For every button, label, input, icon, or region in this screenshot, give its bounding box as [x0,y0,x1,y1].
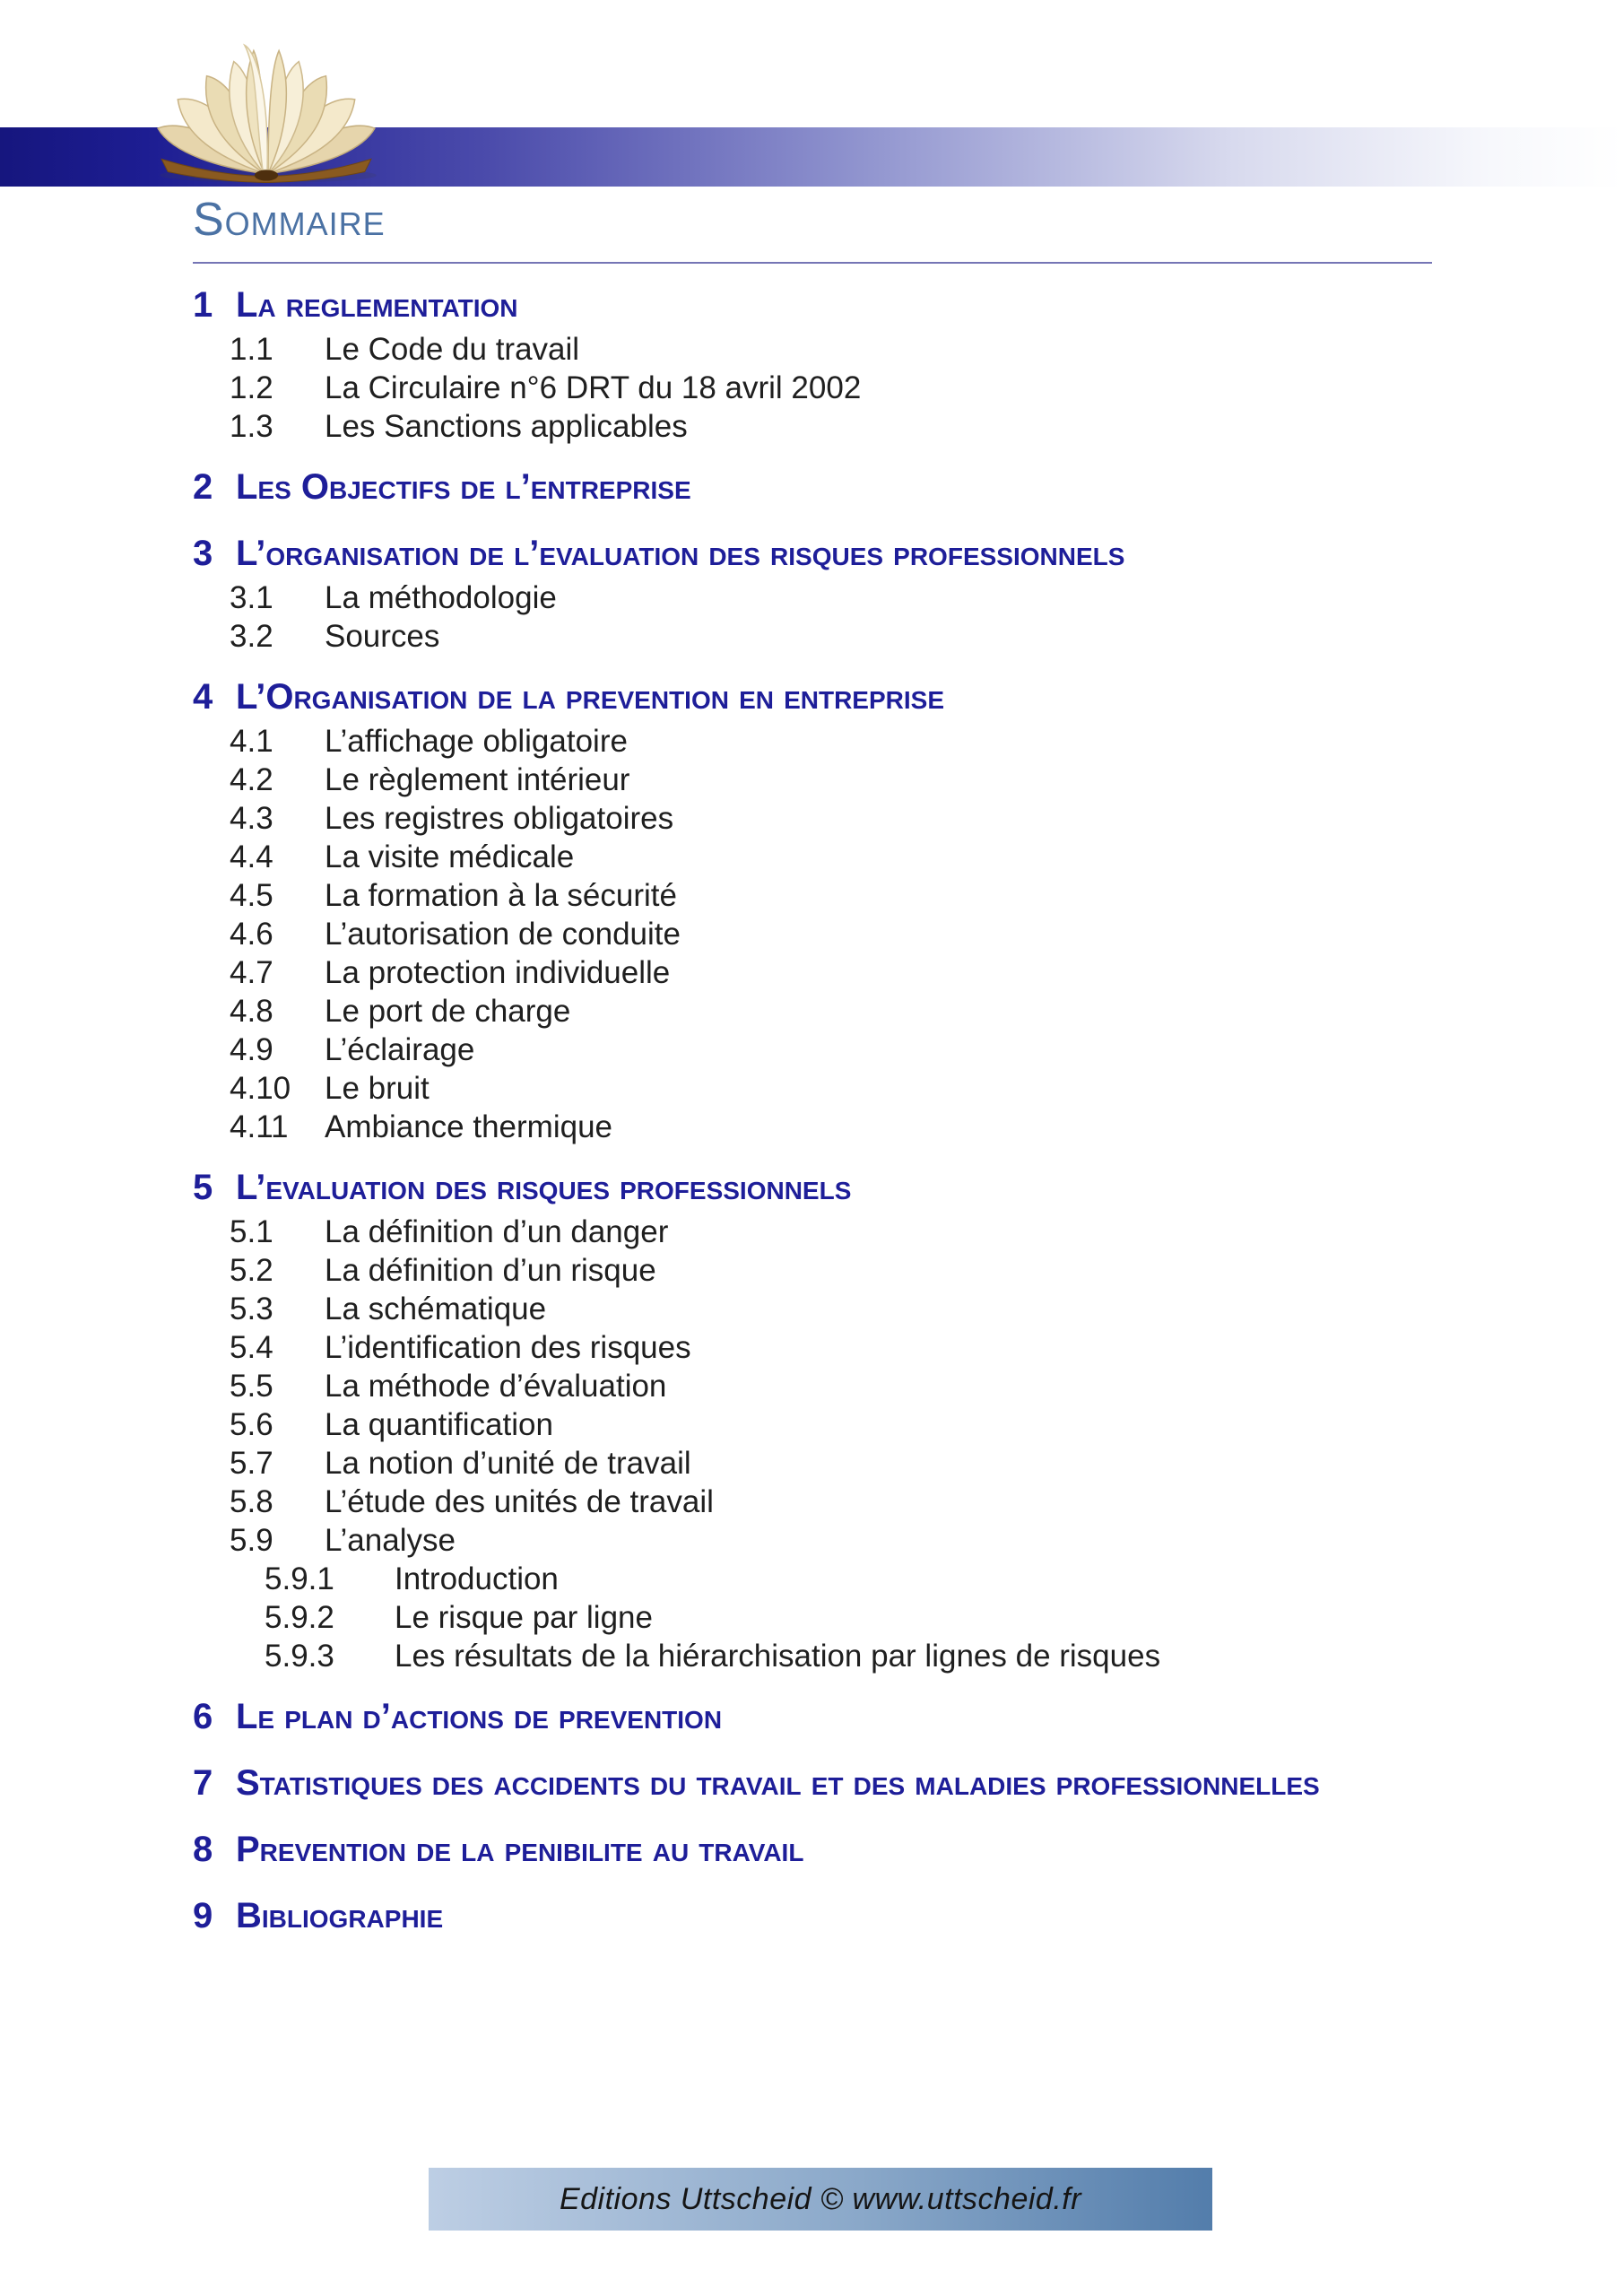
toc-item [193,1444,1432,1483]
toc-section-heading [193,1891,1432,1941]
section-title: L’organisation de l’evaluation des risques professionnels [236,533,1125,573]
toc-section-heading [193,280,1432,330]
item-number: 5.3 [230,1291,273,1326]
item-label: La schématique [325,1291,547,1326]
item-number: 4.2 [230,761,273,797]
item-label: Le port de charge [325,993,571,1029]
toc-item [193,953,1432,992]
item-label: Le risque par ligne [395,1599,653,1635]
section-number: 9 [193,1895,213,1935]
section-title: La reglementation [236,284,518,325]
item-number: 5.7 [230,1445,273,1481]
item-number: 5.8 [230,1483,273,1519]
item-number: 1.3 [230,408,273,444]
item-label: Les Sanctions applicables [325,408,688,444]
section-number: 1 [193,284,213,325]
item-label: Sources [325,618,440,654]
toc-item [193,1367,1432,1405]
toc-item [193,1031,1432,1069]
item-label: Ambiance thermique [325,1109,612,1144]
item-number: 4.7 [230,954,273,990]
toc-item [193,1251,1432,1290]
toc-item [193,578,1432,617]
item-label: La visite médicale [325,839,575,874]
item-label: La méthode d’évaluation [325,1368,667,1404]
section-number: 6 [193,1696,213,1736]
item-label: Les résultats de la hiérarchisation par lignes de risques [395,1638,1161,1674]
item-number: 5.9.2 [265,1599,334,1635]
section-title: Les Objectifs de l’entreprise [236,466,691,507]
item-number: 4.9 [230,1031,273,1067]
item-label: Le Code du travail [325,331,580,367]
toc-section-heading [193,672,1432,722]
item-label: La Circulaire n°6 DRT du 18 avril 2002 [325,370,862,405]
item-number: 4.11 [230,1109,289,1144]
item-number: 5.4 [230,1329,273,1365]
item-number: 4.5 [230,877,273,913]
toc-item [193,407,1432,446]
toc-item [193,1598,1432,1637]
item-label: L’éclairage [325,1031,475,1067]
toc-section-heading [193,462,1432,512]
toc-section-heading [193,1162,1432,1213]
toc-item [193,722,1432,761]
item-label: La quantification [325,1406,553,1442]
section-title: L’Organisation de la prevention en entreprise [236,676,945,717]
item-number: 4.1 [230,723,273,759]
toc-item [193,1108,1432,1146]
item-number: 4.8 [230,993,273,1029]
toc-item [193,1637,1432,1675]
item-label: La notion d’unité de travail [325,1445,691,1481]
toc-content [193,0,1432,1941]
item-number: 3.2 [230,618,273,654]
item-number: 5.9 [230,1522,273,1558]
toc-item [193,799,1432,838]
toc-item [193,1405,1432,1444]
item-label: L’étude des unités de travail [325,1483,714,1519]
item-label: L’autorisation de conduite [325,916,681,952]
item-label: La définition d’un danger [325,1213,669,1249]
toc-item [193,617,1432,656]
item-label: La formation à la sécurité [325,877,677,913]
section-number: 7 [193,1762,213,1803]
item-label: L’identification des risques [325,1329,691,1365]
section-number: 4 [193,676,213,717]
item-number: 5.9.1 [265,1561,334,1596]
toc-item [193,876,1432,915]
item-number: 5.5 [230,1368,273,1404]
toc-item [193,1069,1432,1108]
toc-item [193,761,1432,799]
section-title: Le plan d’actions de prevention [236,1696,723,1736]
section-title: L’evaluation des risques professionnels [236,1167,852,1207]
page-title: Sommaire [193,194,386,246]
item-label: Introduction [395,1561,559,1596]
toc-item [193,1328,1432,1367]
item-number: 3.1 [230,579,273,615]
item-number: 5.9.3 [265,1638,334,1674]
section-number: 2 [193,466,213,507]
item-label: La définition d’un risque [325,1252,656,1288]
item-label: L’affichage obligatoire [325,723,628,759]
item-number: 1.2 [230,370,273,405]
section-title: Statistiques des accidents du travail et des maladies professionnelles [236,1762,1320,1803]
item-number: 4.10 [230,1070,291,1106]
toc-item [193,1213,1432,1251]
toc-item [193,915,1432,953]
section-title: Prevention de la penibilite au travail [236,1829,804,1869]
toc-section-heading [193,1758,1432,1808]
toc-item [193,330,1432,369]
toc-item [193,838,1432,876]
toc-section-heading [193,528,1432,578]
item-number: 4.6 [230,916,273,952]
item-number: 5.1 [230,1213,273,1249]
toc-item [193,1290,1432,1328]
toc-section-heading [193,1824,1432,1874]
section-title: Bibliographie [236,1895,444,1935]
title-rule [193,262,1432,264]
item-label: Le bruit [325,1070,430,1106]
section-number: 5 [193,1167,213,1207]
toc-item [193,369,1432,407]
item-number: 4.3 [230,800,273,836]
item-number: 5.2 [230,1252,273,1288]
toc-section-heading [193,1692,1432,1742]
item-label: Les registres obligatoires [325,800,674,836]
item-number: 4.4 [230,839,273,874]
toc-item [193,1483,1432,1521]
toc-item [193,992,1432,1031]
toc-item [193,1560,1432,1598]
section-number: 8 [193,1829,213,1869]
table-of-contents [193,280,1432,1941]
item-label: La méthodologie [325,579,557,615]
footer-band [429,2168,1212,2231]
section-number: 3 [193,533,213,573]
item-label: L’analyse [325,1522,456,1558]
item-label: Le règlement intérieur [325,761,630,797]
item-number: 1.1 [230,331,273,367]
toc-item [193,1521,1432,1560]
item-number: 5.6 [230,1406,273,1442]
footer-text: Editions Uttscheid © www.uttscheid.fr [559,2181,1082,2216]
item-label: La protection individuelle [325,954,671,990]
